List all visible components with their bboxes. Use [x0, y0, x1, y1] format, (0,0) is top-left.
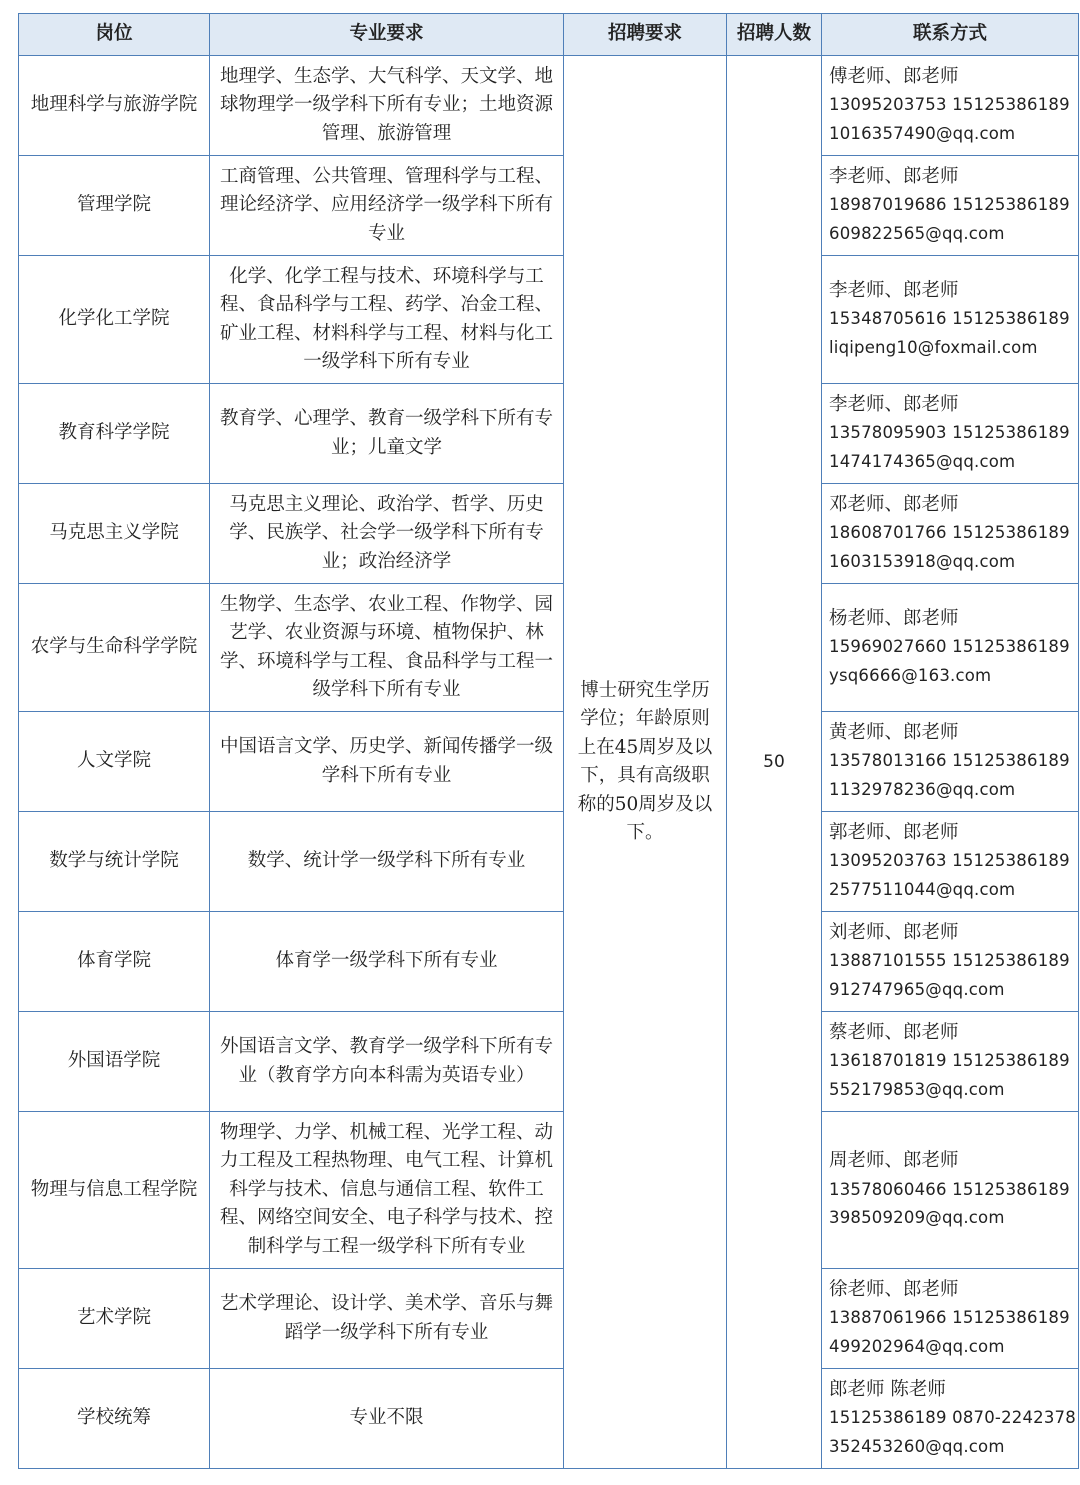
contact-teachers: 李老师、郎老师: [829, 279, 959, 301]
contact-cell: [822, 56, 1079, 156]
contact-email[interactable]: 352453260@qq.com: [829, 1436, 1005, 1456]
post-cell: 人文学院: [19, 712, 210, 812]
contact-email[interactable]: liqipeng10@foxmail.com: [829, 337, 1038, 357]
table-row: [19, 584, 1079, 712]
major-cell: 体育学一级学科下所有专业: [210, 912, 564, 1012]
contact-teachers: 邓老师、郎老师: [829, 493, 959, 515]
table-row: [19, 484, 1079, 584]
contact-cell: [822, 256, 1079, 384]
table-row: [19, 1269, 1079, 1369]
contact-phones: 13095203763 15125386189: [829, 851, 1070, 871]
major-cell: 生物学、生态学、农业工程、作物学、园艺学、农业资源与环境、植物保护、林学、环境科学与工程、食品科学与工程一级学科下所有专业: [210, 584, 564, 712]
contact-teachers: 黄老师、郎老师: [829, 721, 959, 743]
contact-phones: 13095203753 15125386189: [829, 95, 1070, 115]
contact-email[interactable]: 499202964@qq.com: [829, 1336, 1005, 1356]
contact-teachers: 杨老师、郎老师: [829, 607, 959, 629]
contact-teachers: 郭老师、郎老师: [829, 821, 959, 843]
post-cell: 物理与信息工程学院: [19, 1112, 210, 1269]
contact-email[interactable]: 1016357490@qq.com: [829, 123, 1016, 143]
count-cell: 50: [727, 56, 822, 1469]
post-cell: 数学与统计学院: [19, 812, 210, 912]
contact-teachers: 周老师、郎老师: [829, 1150, 959, 1172]
major-cell: 艺术学理论、设计学、美术学、音乐与舞蹈学一级学科下所有专业: [210, 1269, 564, 1369]
contact-phones: 13578013166 15125386189: [829, 751, 1070, 771]
contact-email[interactable]: 1603153918@qq.com: [829, 551, 1016, 571]
contact-email[interactable]: 552179853@qq.com: [829, 1079, 1005, 1099]
contact-cell: [822, 912, 1079, 1012]
post-cell: 化学化工学院: [19, 256, 210, 384]
contact-teachers: 李老师、郎老师: [829, 165, 959, 187]
table-header-row: [19, 14, 1079, 56]
post-cell: 外国语学院: [19, 1012, 210, 1112]
major-cell: 外国语言文学、教育学一级学科下所有专业（教育学方向本科需为英语专业）: [210, 1012, 564, 1112]
contact-cell: [822, 584, 1079, 712]
contact-phones: 15125386189 0870-2242378: [829, 1408, 1076, 1428]
contact-cell: [822, 384, 1079, 484]
table-row: [19, 1012, 1079, 1112]
contact-teachers: 徐老师、郎老师: [829, 1278, 959, 1300]
post-cell: 马克思主义学院: [19, 484, 210, 584]
recruitment-table: [18, 13, 1079, 1469]
table-row: [19, 1112, 1079, 1269]
major-cell: 物理学、力学、机械工程、光学工程、动力工程及工程热物理、电气工程、计算机科学与技术、信息与通信工程、软件工程、网络空间安全、电子科学与技术、控制科学与工程一级学科下所有专业: [210, 1112, 564, 1269]
contact-cell: [822, 1012, 1079, 1112]
major-cell: 数学、统计学一级学科下所有专业: [210, 812, 564, 912]
contact-teachers: 傅老师、郎老师: [829, 65, 959, 87]
table-row: [19, 256, 1079, 384]
table-row: [19, 912, 1079, 1012]
contact-phones: 18987019686 15125386189: [829, 195, 1070, 215]
contact-email[interactable]: 912747965@qq.com: [829, 979, 1005, 999]
table-row: [19, 156, 1079, 256]
contact-cell: [822, 484, 1079, 584]
contact-cell: [822, 812, 1079, 912]
header-post: 岗位: [19, 14, 210, 56]
post-cell: 艺术学院: [19, 1269, 210, 1369]
contact-phones: 13887061966 15125386189: [829, 1308, 1070, 1328]
table-row: [19, 1369, 1079, 1469]
contact-email[interactable]: 1474174365@qq.com: [829, 451, 1016, 471]
contact-phones: 15348705616 15125386189: [829, 309, 1070, 329]
major-cell: 地理学、生态学、大气科学、天文学、地球物理学一级学科下所有专业；土地资源管理、旅游管理: [210, 56, 564, 156]
contact-email[interactable]: 1132978236@qq.com: [829, 779, 1016, 799]
contact-teachers: 李老师、郎老师: [829, 393, 959, 415]
post-cell: 体育学院: [19, 912, 210, 1012]
contact-cell: [822, 1269, 1079, 1369]
contact-email[interactable]: 398509209@qq.com: [829, 1208, 1005, 1228]
contact-cell: [822, 1369, 1079, 1469]
contact-teachers: 郎老师 陈老师: [829, 1378, 946, 1400]
post-cell: 管理学院: [19, 156, 210, 256]
contact-teachers: 蔡老师、郎老师: [829, 1021, 959, 1043]
major-cell: 中国语言文学、历史学、新闻传播学一级学科下所有专业: [210, 712, 564, 812]
major-cell: 教育学、心理学、教育一级学科下所有专业；儿童文学: [210, 384, 564, 484]
contact-phones: 13578095903 15125386189: [829, 423, 1070, 443]
contact-phones: 13578060466 15125386189: [829, 1179, 1070, 1199]
major-cell: 专业不限: [210, 1369, 564, 1469]
table-row: [19, 56, 1079, 156]
contact-email[interactable]: 609822565@qq.com: [829, 223, 1005, 243]
header-major: 专业要求: [210, 14, 564, 56]
header-requirement: 招聘要求: [564, 14, 727, 56]
header-count: 招聘人数: [727, 14, 822, 56]
contact-email[interactable]: ysq6666@163.com: [829, 665, 992, 685]
table-row: [19, 812, 1079, 912]
table-row: [19, 384, 1079, 484]
contact-phones: 18608701766 15125386189: [829, 523, 1070, 543]
post-cell: 教育科学学院: [19, 384, 210, 484]
major-cell: 马克思主义理论、政治学、哲学、历史学、民族学、社会学一级学科下所有专业；政治经济学: [210, 484, 564, 584]
post-cell: 学校统筹: [19, 1369, 210, 1469]
table-row: [19, 712, 1079, 812]
contact-cell: [822, 712, 1079, 812]
contact-teachers: 刘老师、郎老师: [829, 921, 959, 943]
major-cell: 工商管理、公共管理、管理科学与工程、理论经济学、应用经济学一级学科下所有专业: [210, 156, 564, 256]
contact-phones: 13887101555 15125386189: [829, 951, 1070, 971]
requirement-cell: 博士研究生学历学位；年龄原则上在45周岁及以下，具有高级职称的50周岁及以下。: [564, 56, 727, 1469]
contact-cell: [822, 1112, 1079, 1269]
contact-phones: 13618701819 15125386189: [829, 1051, 1070, 1071]
contact-cell: [822, 156, 1079, 256]
major-cell: 化学、化学工程与技术、环境科学与工程、食品科学与工程、药学、冶金工程、矿业工程、材料科学与工程、材料与化工一级学科下所有专业: [210, 256, 564, 384]
contact-phones: 15969027660 15125386189: [829, 637, 1070, 657]
post-cell: 农学与生命科学学院: [19, 584, 210, 712]
header-contact: 联系方式: [822, 14, 1079, 56]
post-cell: 地理科学与旅游学院: [19, 56, 210, 156]
contact-email[interactable]: 2577511044@qq.com: [829, 879, 1016, 899]
